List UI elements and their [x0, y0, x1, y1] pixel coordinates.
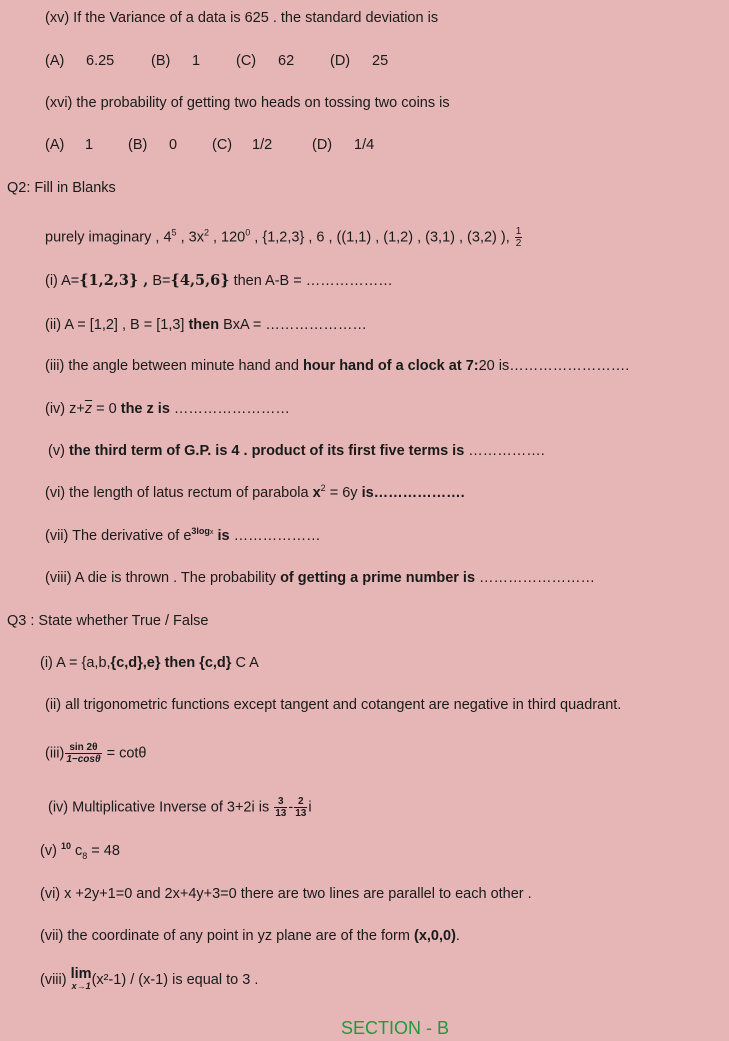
option-value: 0	[169, 137, 178, 153]
q2-iv: (iv) $z+\overline{z} = 0$ the z is ……………………	[45, 401, 290, 417]
q1-xvi-question: (xvi) the probability of getting two heads on tossing two coins is	[45, 95, 450, 111]
option-value: 25	[372, 53, 389, 69]
q1-xv-options	[45, 52, 388, 70]
fraction: $\frac{1}{2}$	[515, 226, 522, 249]
q3-heading: Q3 : State whether True / False	[7, 613, 209, 629]
option-value: 1	[85, 137, 94, 153]
fraction: $\frac{2}{13}$	[295, 796, 307, 819]
option-label: (C)	[212, 137, 233, 153]
fraction: $\frac{\sin 2\theta}{1-\cos\theta}$	[66, 742, 101, 765]
q3-iii: (iii) $\frac{\sin 2\theta}{1-\cos\theta}$ = cotθ	[45, 742, 147, 765]
option-label: (B)	[151, 53, 171, 69]
q1-xvi-options	[45, 136, 374, 154]
option-value: 1/2	[252, 137, 273, 153]
q1-xv-question: (xv) If the Variance of a data is 625 . the standard deviation is	[45, 10, 439, 26]
option-label: (B)	[128, 137, 148, 153]
q3-i: (i) A = {a,b,{c,d},e} then {c,d} C A	[40, 655, 259, 671]
q3-vi: (vi) x +2y+1=0 and 2x+4y+3=0 there are two lines are parallel to each other .	[40, 886, 532, 902]
q2-v: (v) the third term of G.P. is 4 . product of its first five terms is …………….	[48, 443, 545, 459]
q2-word-bank: purely imaginary , $4^5$ , $3x^2$ , $120^0$ , {1,2,3} , 6 , ((1,1) , (1,2) , (3,1) , (3,2) ), $\frac{1}{2}$	[45, 226, 522, 249]
q2-i: (i) A={1,2,3} , B={4,5,6} then A-B = ………………	[45, 272, 393, 289]
option-value: 1	[192, 53, 201, 69]
q2-vii: (vii) The derivative of $e^{3logx}$ is ………………	[45, 526, 321, 544]
option-value: 6.25	[86, 53, 115, 69]
q2-iii: (iii) the angle between minute hand and hour hand of a clock at 7:20 is…………………….	[45, 358, 630, 374]
q3-ii: (ii) all trigonometric functions except tangent and cotangent are negative in third quadrant.	[45, 697, 622, 713]
q2-viii: (viii) A die is thrown . The probability of getting a prime number is ……………………	[45, 570, 596, 586]
q2-ii: (ii) A = [1,2] , B = [1,3] then BxA = …………………	[45, 317, 367, 333]
option-label: (D)	[312, 137, 333, 153]
option-value: 62	[278, 53, 295, 69]
option-label: (C)	[236, 53, 257, 69]
option-label: (D)	[330, 53, 351, 69]
q2-vi: (vi) the length of latus rectum of parabola $x^2 = 6y$ is……………….	[45, 483, 465, 501]
q3-v: (v) $^{10}$ $c_8 = 48$	[40, 841, 120, 861]
option-value: 1/4	[354, 137, 375, 153]
q2-heading: Q2: Fill in Blanks	[7, 180, 116, 196]
q3-viii: (viii) lim x→1 (x²-1) / (x-1) is equal to 3 .	[40, 966, 259, 991]
option-label: (A)	[45, 53, 65, 69]
limit-operator: lim x→1	[70, 966, 92, 991]
q3-iv: (iv) Multiplicative Inverse of 3+2i is $\frac{3}{13}$ - $\frac{2}{13}$ i	[48, 796, 312, 819]
option-label: (A)	[45, 137, 65, 153]
fraction: $\frac{3}{13}$	[275, 796, 287, 819]
q3-vii: (vii) the coordinate of any point in yz plane are of the form (x,0,0).	[40, 928, 460, 944]
section-b-heading: SECTION - B	[341, 1018, 450, 1038]
